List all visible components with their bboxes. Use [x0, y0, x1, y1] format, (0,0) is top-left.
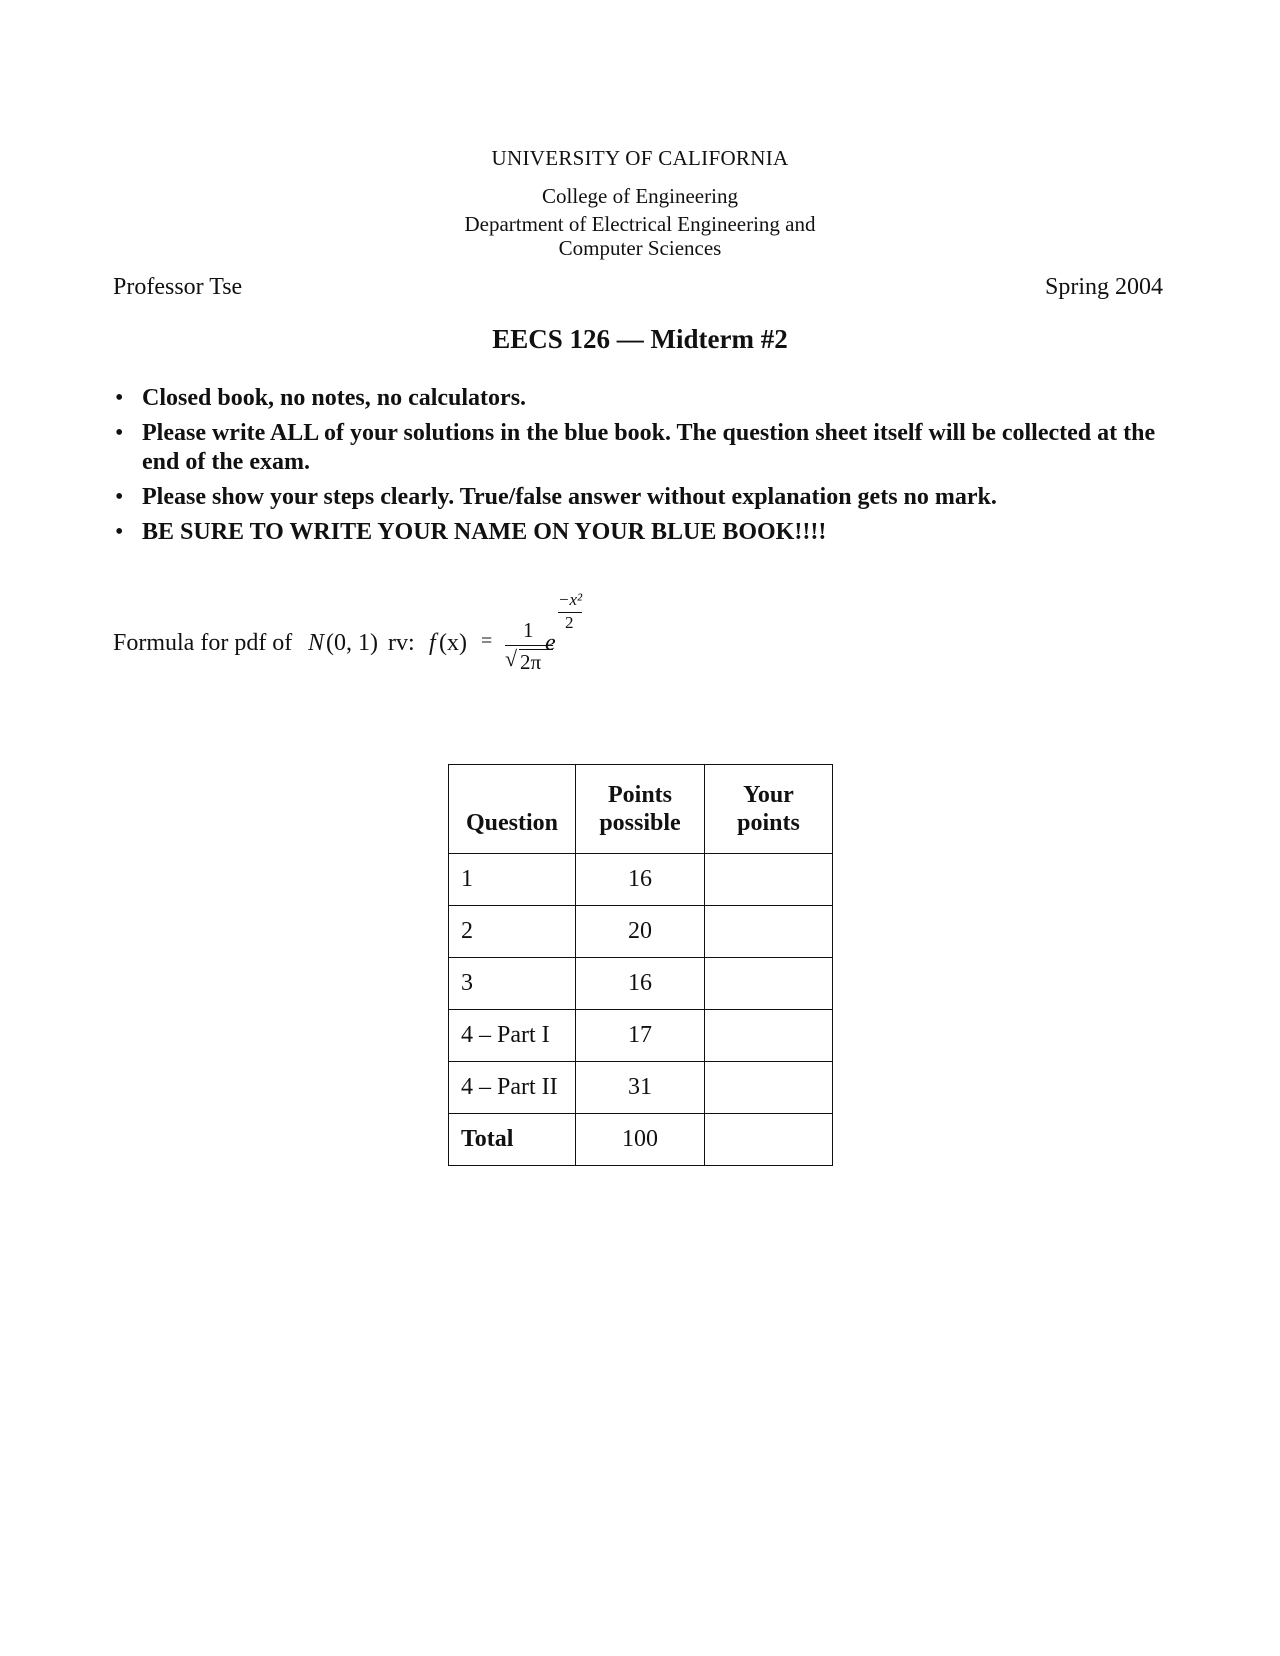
fraction-numerator: 1 — [523, 618, 534, 642]
question-cell: 4 – Part I — [449, 1010, 576, 1062]
formula-rv: rv: — [388, 630, 415, 656]
your-points-cell — [705, 906, 833, 958]
instruction-text: BE SURE TO WRITE YOUR NAME ON YOUR BLUE BOOK!!!! — [142, 519, 827, 545]
header-question: Question — [449, 765, 576, 854]
formula-f: f — [429, 630, 436, 656]
table-row — [449, 854, 833, 906]
table-row — [449, 1062, 833, 1114]
sqrt-sign-icon: √ — [505, 646, 518, 671]
instruction-item — [113, 518, 1173, 547]
exponent-denominator: 2 — [565, 613, 574, 632]
table-header-row — [449, 765, 833, 854]
professor-name: Professor Tse — [113, 274, 243, 300]
total-label-cell: Total — [449, 1114, 576, 1166]
bullet-icon: • — [115, 385, 124, 411]
table-row — [449, 906, 833, 958]
instruction-text: Please show your steps clearly. True/false answer without explanation gets no mark. — [142, 484, 997, 510]
table-row — [449, 958, 833, 1010]
your-points-cell — [705, 854, 833, 906]
instructions-list — [113, 384, 1173, 553]
formula-equals: = — [481, 630, 493, 652]
points-possible-cell: 16 — [576, 958, 705, 1010]
bullet-icon: • — [115, 519, 124, 545]
formula-prefix: Formula for pdf of — [113, 630, 293, 656]
header-your-line-1: Your — [743, 782, 794, 808]
exponent-numerator: −x² — [558, 590, 583, 609]
formula-dist: N — [308, 630, 325, 656]
university-name: UNIVERSITY OF CALIFORNIA — [491, 146, 789, 170]
header-your-points — [705, 765, 833, 854]
fraction-denominator: 2π — [520, 650, 542, 674]
question-cell: 1 — [449, 854, 576, 906]
table-row-total — [449, 1114, 833, 1166]
formula-f-arg: (x) — [439, 630, 467, 656]
department-line-1: Department of Electrical Engineering and — [464, 212, 816, 236]
header-points-possible — [576, 765, 705, 854]
question-cell: 2 — [449, 906, 576, 958]
your-points-cell — [705, 958, 833, 1010]
points-possible-cell: 31 — [576, 1062, 705, 1114]
question-cell: 3 — [449, 958, 576, 1010]
bullet-icon: • — [115, 420, 124, 446]
formula-base-e: e — [545, 630, 556, 656]
header-your-line-2: points — [737, 810, 800, 836]
your-points-cell — [705, 1010, 833, 1062]
department-name — [0, 212, 1280, 260]
instruction-item — [113, 419, 1173, 477]
normal-pdf-formula — [113, 590, 813, 680]
instruction-text: Closed book, no notes, no calculators. — [142, 385, 527, 411]
total-points-cell: 100 — [576, 1114, 705, 1166]
header-points-line-2: possible — [599, 810, 681, 836]
table-row — [449, 1010, 833, 1062]
instruction-item — [113, 384, 1173, 413]
instruction-text: Please write ALL of your solutions in the blue book. The question sheet itself will be collected at the end of the exam. — [142, 420, 1156, 475]
department-line-2: Computer Sciences — [558, 236, 722, 260]
bullet-icon: • — [115, 484, 124, 510]
question-cell: 4 – Part II — [449, 1062, 576, 1114]
points-possible-cell: 20 — [576, 906, 705, 958]
score-table — [448, 764, 833, 1166]
formula-dist-args: (0, 1) — [326, 630, 378, 656]
term-label: Spring 2004 — [1044, 274, 1163, 300]
points-possible-cell: 16 — [576, 854, 705, 906]
total-your-points-cell — [705, 1114, 833, 1166]
instruction-item — [113, 483, 1173, 512]
exam-title: EECS 126 — Midterm #2 — [492, 324, 788, 354]
header-points-line-1: Points — [607, 782, 672, 808]
college-name: College of Engineering — [542, 184, 738, 208]
points-possible-cell: 17 — [576, 1010, 705, 1062]
your-points-cell — [705, 1062, 833, 1114]
